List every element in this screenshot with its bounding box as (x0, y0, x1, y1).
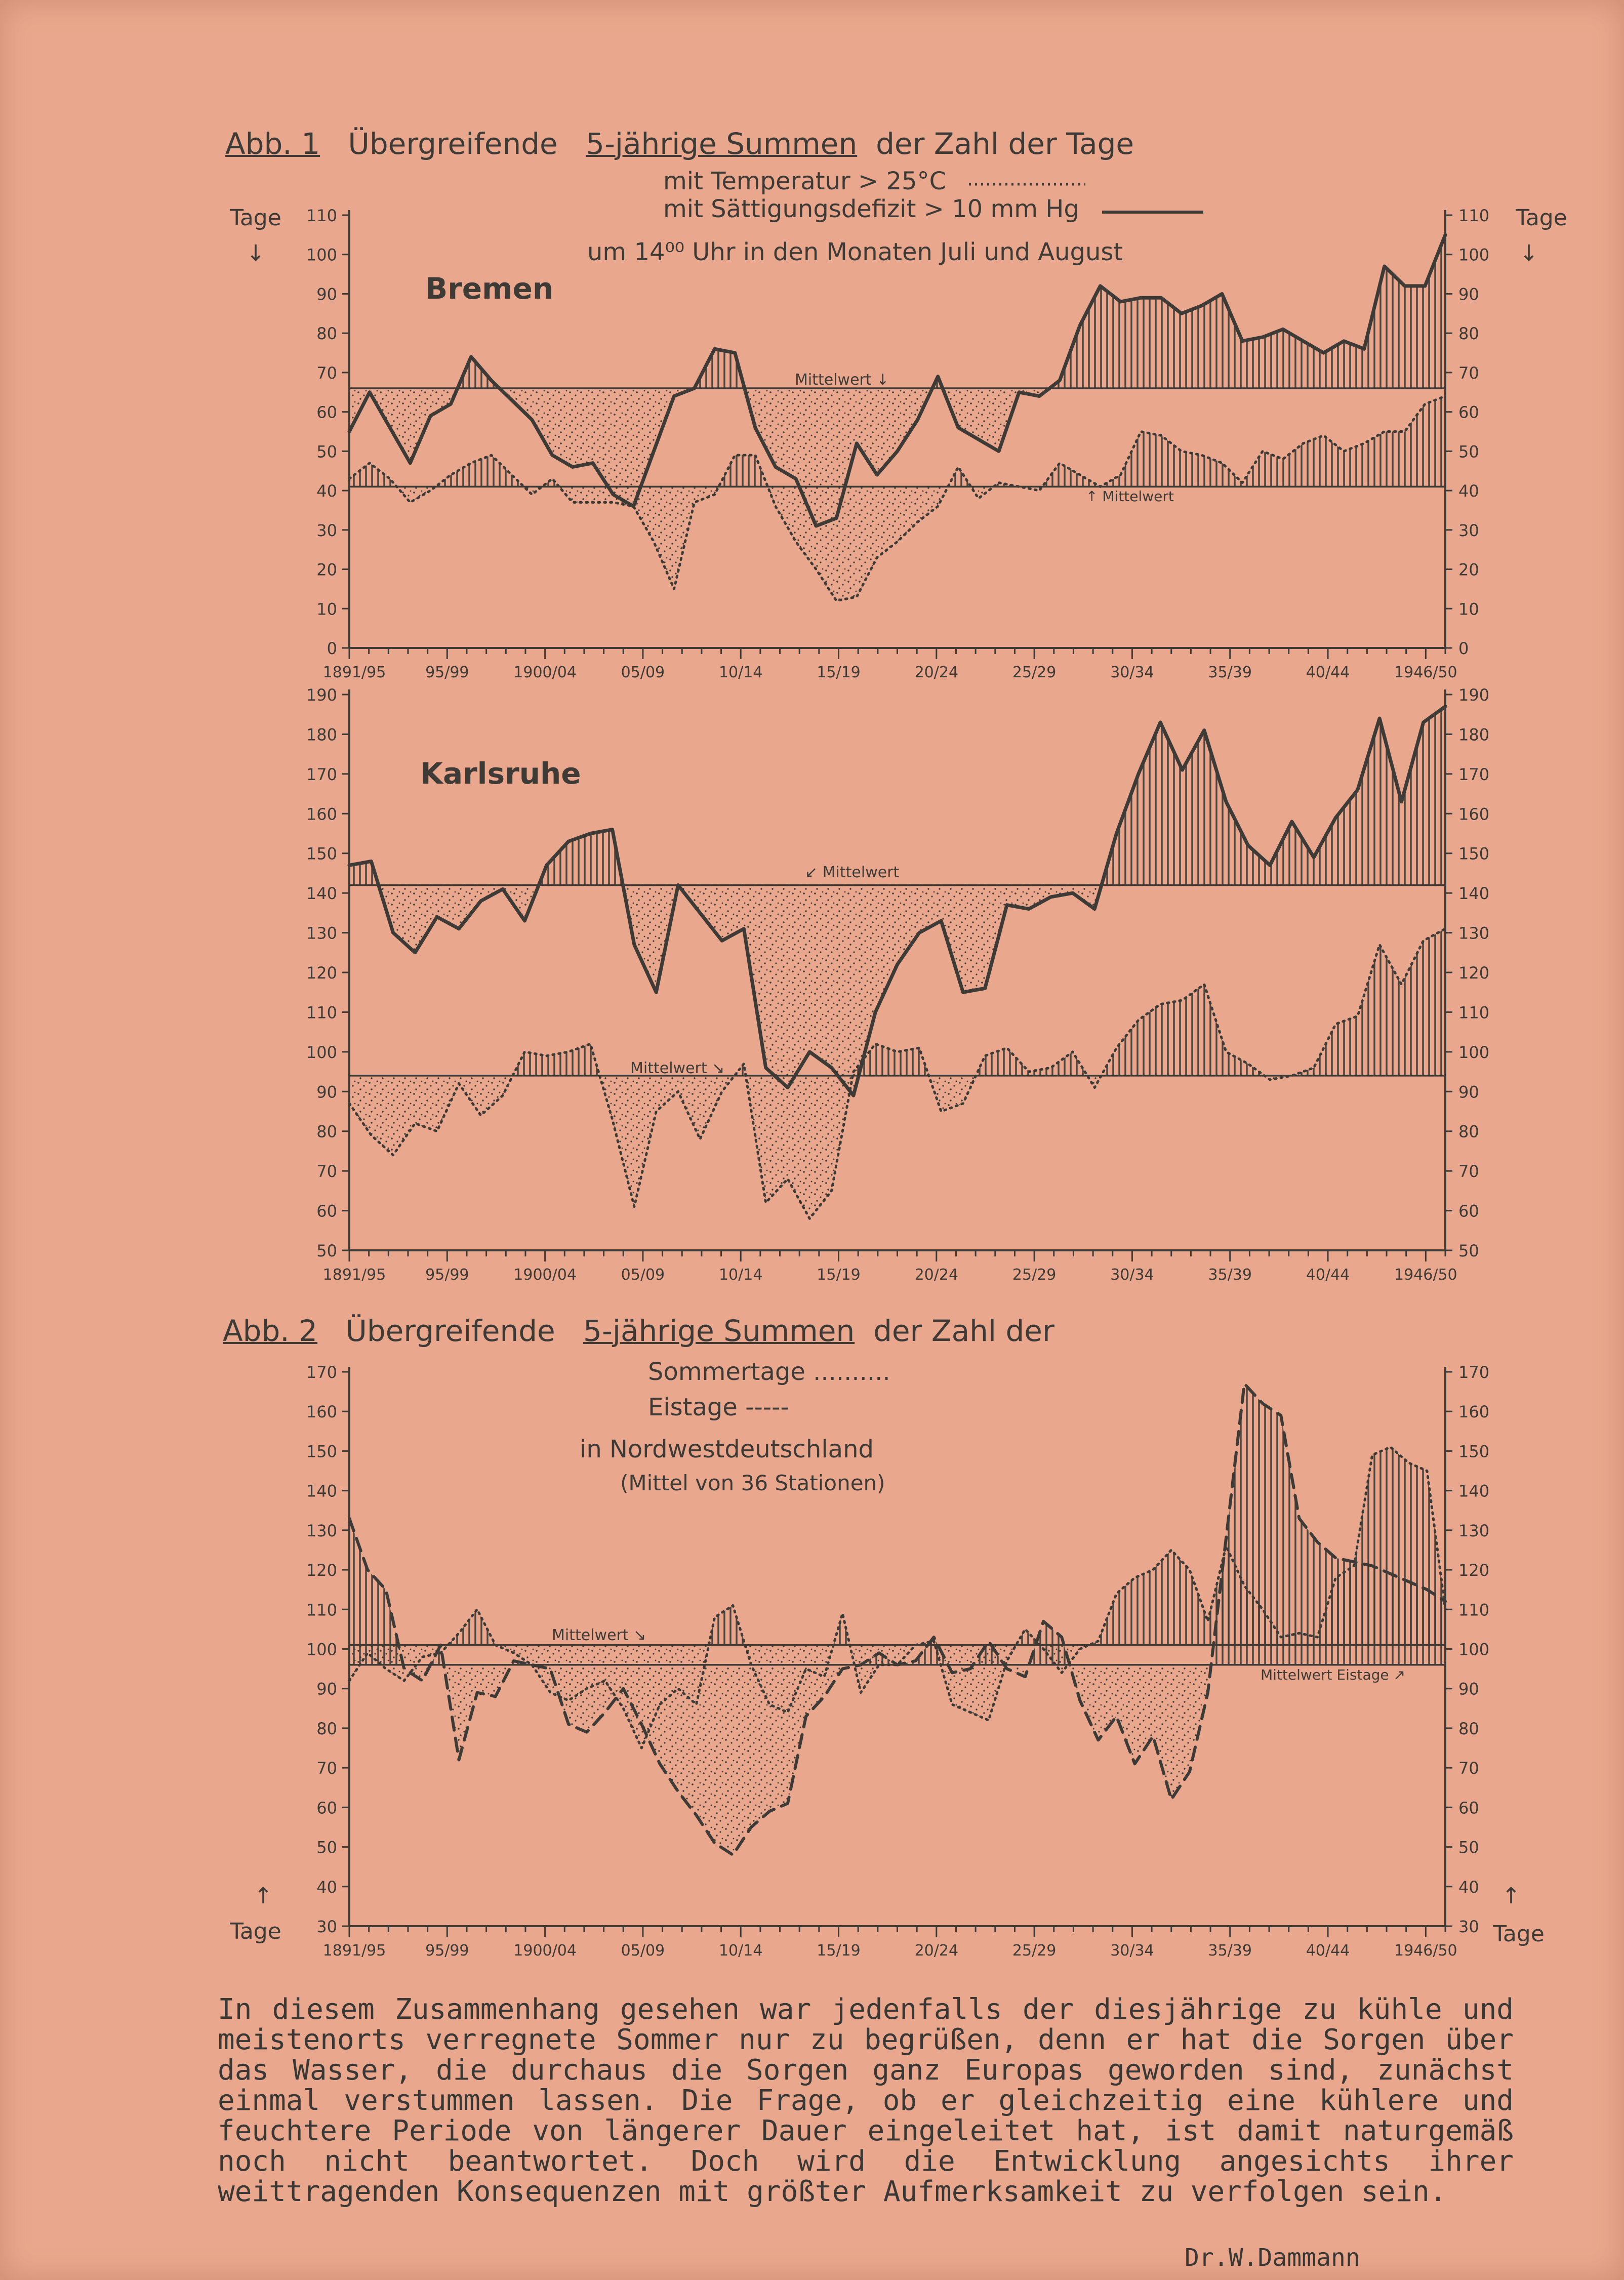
y-tick-label-left: 10 (316, 599, 337, 619)
y-tick-label-left: 100 (306, 245, 337, 265)
x-tick-label: 40/44 (1306, 1266, 1350, 1284)
figure2-legend-summer: Sommertage .......... (648, 1358, 890, 1386)
x-tick-label: 1900/04 (513, 1942, 577, 1960)
x-tick-label: 15/19 (817, 1266, 861, 1284)
y-tick-label-right: 50 (1458, 442, 1479, 462)
axis-unit-left: Tage (230, 1919, 281, 1944)
x-tick-label: 1891/95 (322, 1266, 386, 1284)
figure2-title-underlined: 5-jährige Summen (583, 1314, 855, 1348)
y-tick-label-left: 60 (316, 402, 337, 422)
axis-unit-right: Tage (1493, 1921, 1545, 1947)
y-tick-label-left: 0 (327, 639, 337, 658)
y-tick-label-right: 20 (1458, 560, 1479, 580)
y-tick-label-right: 80 (1458, 1122, 1479, 1142)
y-tick-label-left: 80 (316, 1122, 337, 1142)
x-tick-label: 1891/95 (322, 1942, 386, 1960)
x-tick-label: 10/14 (718, 1266, 763, 1284)
mean-label-deficit: Mittelwert ↘ (630, 1060, 725, 1077)
x-tick-label: 40/44 (1306, 1942, 1350, 1960)
y-tick-label-left: 60 (316, 1798, 337, 1818)
y-tick-label-right: 60 (1458, 402, 1479, 422)
y-tick-label-right: 120 (1458, 1561, 1490, 1580)
x-tick-label: 1900/04 (513, 1266, 577, 1284)
mean-label-summer: Mittelwert ↘ (552, 1626, 646, 1644)
y-tick-label-right: 90 (1458, 1679, 1479, 1699)
figure2-legend-ice: Eistage ----- (648, 1393, 789, 1421)
y-tick-label-left: 90 (316, 284, 337, 304)
y-tick-label-right: 30 (1458, 520, 1479, 540)
y-tick-label-left: 70 (316, 1759, 337, 1778)
figure2-stations: (Mittel von 36 Stationen) (620, 1471, 885, 1495)
y-tick-label-left: 190 (306, 685, 337, 705)
x-tick-label: 25/29 (1012, 664, 1057, 681)
figure1-title-rest: Übergreifende (348, 127, 558, 161)
y-tick-label-left: 120 (306, 1561, 337, 1580)
y-tick-label-right: 50 (1458, 1838, 1479, 1857)
y-tick-label-right: 180 (1458, 725, 1490, 745)
y-tick-label-left: 60 (316, 1201, 337, 1221)
y-tick-label-left: 160 (306, 804, 337, 824)
mean-label-deficit: ↑ Mittelwert (1086, 488, 1174, 505)
y-tick-label-left: 110 (306, 206, 337, 225)
x-tick-label: 25/29 (1012, 1942, 1057, 1960)
y-tick-label-left: 40 (316, 1877, 337, 1897)
y-tick-label-right: 100 (1458, 1640, 1490, 1659)
x-tick-label: 20/24 (914, 664, 959, 681)
x-tick-label: 20/24 (914, 1266, 959, 1284)
y-tick-label-right: 70 (1458, 363, 1479, 383)
y-tick-label-right: 60 (1458, 1798, 1479, 1818)
y-tick-label-left: 130 (306, 1521, 337, 1540)
figure2-title-rest: Übergreifende (345, 1314, 555, 1348)
y-tick-label-left: 50 (316, 1241, 337, 1260)
y-tick-label-right: 40 (1458, 481, 1479, 501)
y-tick-label-left: 30 (316, 520, 337, 540)
x-tick-label: 40/44 (1306, 664, 1350, 681)
y-tick-label-left: 140 (306, 1481, 337, 1501)
y-tick-label-left: 50 (316, 1838, 337, 1857)
x-tick-label: 15/19 (817, 664, 861, 681)
y-tick-label-right: 190 (1458, 685, 1490, 705)
figure2-title-end: der Zahl der (873, 1314, 1054, 1348)
above-mean-hatch (349, 1383, 1445, 1855)
y-tick-label-right: 30 (1458, 1917, 1479, 1936)
chart-title: Karlsruhe (420, 756, 581, 791)
y-tick-label-right: 70 (1458, 1162, 1479, 1182)
x-tick-label: 1946/50 (1394, 1942, 1457, 1960)
figure2-number: Abb. 2 (223, 1314, 318, 1348)
y-tick-label-right: 170 (1458, 764, 1490, 784)
x-tick-label: 30/34 (1110, 1942, 1154, 1960)
y-tick-label-right: 120 (1458, 963, 1490, 983)
x-tick-label: 05/09 (621, 664, 665, 681)
x-tick-label: 10/14 (718, 1942, 763, 1960)
y-tick-label-right: 140 (1458, 1481, 1490, 1501)
x-tick-label: 10/14 (718, 664, 763, 681)
y-tick-label-right: 80 (1458, 1719, 1479, 1738)
y-tick-label-right: 60 (1458, 1201, 1479, 1221)
figure1-title-underlined: 5-jährige Summen (586, 127, 858, 161)
up-arrow-icon: ↑ (254, 1883, 273, 1909)
x-tick-label: 35/39 (1208, 664, 1252, 681)
y-tick-label-right: 170 (1458, 1363, 1490, 1382)
y-tick-label-left: 50 (316, 442, 337, 462)
y-tick-label-right: 110 (1458, 206, 1490, 225)
figure1-legend-deficit: mit Sättigungsdefizit > 10 mm Hg (663, 195, 1203, 223)
down-arrow-icon: ↓ (246, 240, 265, 266)
y-tick-label-left: 70 (316, 363, 337, 383)
y-tick-label-left: 150 (306, 844, 337, 864)
y-tick-label-left: 80 (316, 324, 337, 344)
x-tick-label: 1946/50 (1394, 664, 1457, 681)
y-tick-label-left: 110 (306, 1600, 337, 1620)
y-tick-label-right: 160 (1458, 804, 1490, 824)
y-tick-label-right: 0 (1458, 639, 1469, 658)
y-tick-label-right: 130 (1458, 923, 1490, 943)
figure2-region: in Nordwestdeutschland (580, 1435, 874, 1463)
y-tick-label-left: 100 (306, 1042, 337, 1062)
x-tick-label: 95/99 (425, 1942, 469, 1960)
figure1-legend-temp: mit Temperatur > 25°C (663, 167, 1085, 195)
y-tick-label-right: 70 (1458, 1759, 1479, 1778)
y-tick-label-left: 90 (316, 1679, 337, 1699)
chart-title: Bremen (425, 271, 554, 306)
x-tick-label: 95/99 (425, 1266, 469, 1284)
y-tick-label-right: 100 (1458, 1042, 1490, 1062)
axis-unit-left: Tage (230, 205, 281, 231)
figure1-time-note: um 14⁰⁰ Uhr in den Monaten Juli und August (587, 238, 1123, 266)
x-tick-label: 1900/04 (513, 664, 577, 681)
y-tick-label-left: 170 (306, 1363, 337, 1382)
x-tick-label: 05/09 (621, 1942, 665, 1960)
y-tick-label-right: 90 (1458, 1082, 1479, 1102)
y-tick-label-left: 150 (306, 1442, 337, 1461)
x-tick-label: 15/19 (817, 1942, 861, 1960)
mean-label-temp: ↙ Mittelwert (805, 864, 900, 881)
y-tick-label-right: 140 (1458, 884, 1490, 904)
mean-label-temp: Mittelwert ↓ (795, 371, 889, 389)
body-paragraph: In diesem Zusammenhang gesehen war jedenfalls der diesjährige zu kühle und meistenorts verregnete Sommer nur zu begrüßen, denn er hat die Sorgen über das Wasser, die durchaus die Sorgen ganz Europas geworden sind, zunächst einmal verstummen lassen. Die Frage, ob er gleichzeitig eine kühlere und feuchtere Periode von längerer Dauer eingeleitet hat, ist damit naturgemäß noch nicht beantwortet. Doch wird die Entwicklung angesichts ihrer weittragenden Konsequenzen mit größter Aufmerksamkeit zu verfolgen sein. (218, 1993, 1514, 2208)
x-tick-label: 1946/50 (1394, 1266, 1457, 1284)
signature: Dr.W.Dammann (1185, 2244, 1360, 2272)
y-tick-label-right: 110 (1458, 1003, 1490, 1023)
mean-label-ice: Mittelwert Eistage ↗ (1261, 1666, 1405, 1683)
y-tick-label-left: 30 (316, 1917, 337, 1936)
figure1-number: Abb. 1 (225, 127, 320, 161)
x-tick-label: 1891/95 (322, 664, 386, 681)
figure1-title-end: der Zahl der Tage (876, 127, 1134, 161)
y-tick-label-right: 40 (1458, 1877, 1479, 1897)
y-tick-label-right: 80 (1458, 324, 1479, 344)
y-tick-label-left: 90 (316, 1082, 337, 1102)
x-tick-label: 20/24 (914, 1942, 959, 1960)
y-tick-label-left: 130 (306, 923, 337, 943)
x-tick-label: 30/34 (1110, 664, 1154, 681)
x-tick-label: 35/39 (1208, 1266, 1252, 1284)
x-tick-label: 35/39 (1208, 1942, 1252, 1960)
y-tick-label-left: 170 (306, 764, 337, 784)
y-tick-label-left: 20 (316, 560, 337, 580)
y-tick-label-right: 50 (1458, 1241, 1479, 1260)
y-tick-label-left: 70 (316, 1162, 337, 1182)
y-tick-label-right: 90 (1458, 284, 1479, 304)
x-tick-label: 25/29 (1012, 1266, 1057, 1284)
y-tick-label-left: 80 (316, 1719, 337, 1738)
y-tick-label-left: 110 (306, 1003, 337, 1023)
y-tick-label-right: 130 (1458, 1521, 1490, 1540)
y-tick-label-right: 110 (1458, 1600, 1490, 1620)
up-arrow-icon: ↑ (1501, 1883, 1521, 1909)
x-tick-label: 30/34 (1110, 1266, 1154, 1284)
y-tick-label-left: 140 (306, 884, 337, 904)
y-tick-label-right: 100 (1458, 245, 1490, 265)
y-tick-label-right: 10 (1458, 599, 1479, 619)
y-tick-label-right: 160 (1458, 1402, 1490, 1422)
y-tick-label-left: 100 (306, 1640, 337, 1659)
y-tick-label-left: 160 (306, 1402, 337, 1422)
y-tick-label-left: 180 (306, 725, 337, 745)
y-tick-label-left: 40 (316, 481, 337, 501)
body-text (218, 1994, 1514, 2207)
down-arrow-icon: ↓ (1519, 240, 1538, 266)
x-tick-label: 95/99 (425, 664, 469, 681)
axis-unit-right: Tage (1516, 205, 1567, 231)
y-tick-label-right: 150 (1458, 1442, 1490, 1461)
x-tick-label: 05/09 (621, 1266, 665, 1284)
y-tick-label-left: 120 (306, 963, 337, 983)
y-tick-label-right: 150 (1458, 844, 1490, 864)
